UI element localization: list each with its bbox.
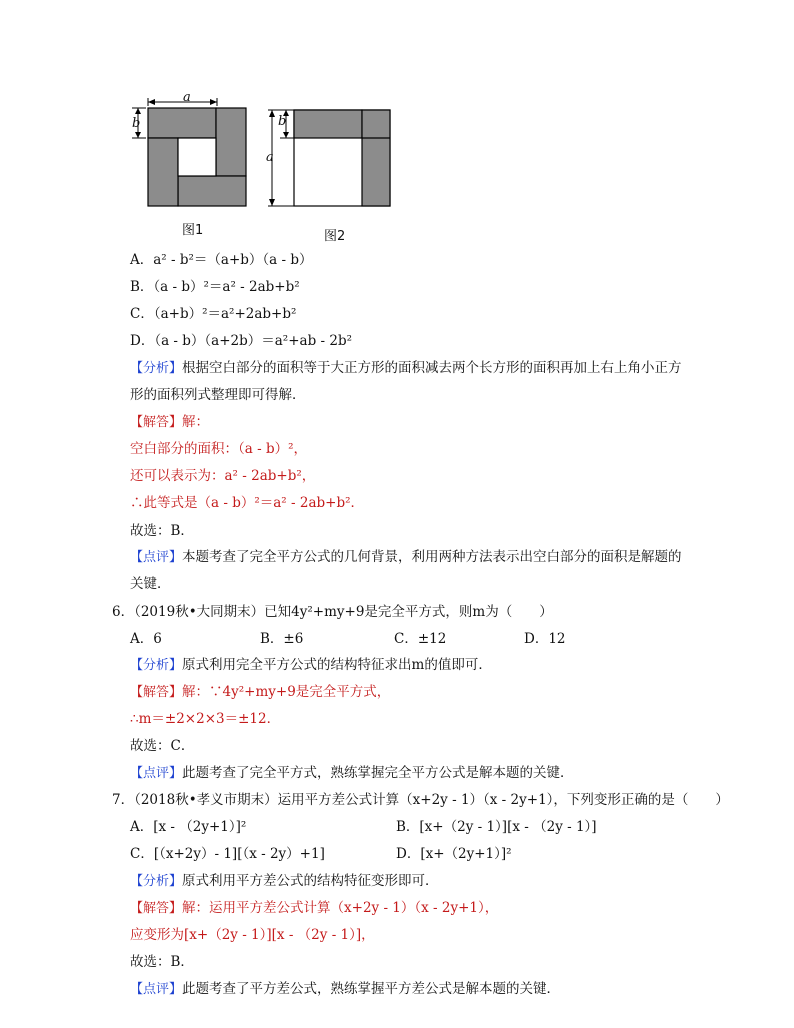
q7-option-d: D．[x+（2y+1）]² xyxy=(396,846,512,862)
figure-1-label-a: a xyxy=(183,90,191,105)
q5-choice: 故选：B． xyxy=(130,523,194,539)
q6-choice: 故选：C． xyxy=(130,738,195,754)
q5-option-d: D．（a - b）（a+2b）＝a²+ab - 2b² xyxy=(130,333,353,349)
q5-answer-line-1: 空白部分的面积：（a - b）²， xyxy=(130,441,307,457)
q5-answer-head: 【解答】解： xyxy=(130,414,210,430)
q7-option-a: A．[x - （2y+1）]² xyxy=(130,819,247,835)
q7-analysis: 【分析】原式利用平方差公式的结构特征变形即可． xyxy=(130,873,439,889)
q7-stem: 7．（2018秋•孝义市期末）运用平方差公式计算（x+2y - 1）（x - 2y+1），下列变形正确的是（ ） xyxy=(112,792,729,808)
q7-answer-head: 【解答】解：运用平方差公式计算（x+2y - 1）（x - 2y+1）， xyxy=(130,900,499,916)
comment-tag: 【点评】 xyxy=(130,766,183,781)
q6-answer-head: 【解答】解：∵4y²+my+9是完全平方式， xyxy=(130,684,391,700)
q5-answer-line-3: ∴此等式是（a - b）²＝a² - 2ab+b²． xyxy=(130,495,364,511)
figures xyxy=(120,92,480,250)
q7-choice: 故选：B． xyxy=(130,954,194,970)
q6-comment: 【点评】此题考查了完全平方式，熟练掌握完全平方公式是解本题的关键． xyxy=(130,765,574,781)
q5-answer-line-2: 还可以表示为：a² - 2ab+b²， xyxy=(130,468,316,484)
analysis-tag: 【分析】 xyxy=(130,658,183,673)
q6-analysis: 【分析】原式利用完全平方公式的结构特征求出m的值即可． xyxy=(130,657,492,673)
q6-option-a: A．6 xyxy=(130,631,162,647)
figure-2 xyxy=(260,92,400,222)
q5-comment: 【点评】本题考查了完全平方公式的几何背景，利用两种方法表示出空白部分的面积是解题的关键． xyxy=(130,549,682,592)
q6-stem: 6．（2019秋•大同期末）已知4y²+my+9是完全平方式，则m为（ ） xyxy=(112,604,553,620)
figure-1-caption: 图1 xyxy=(182,223,204,238)
q5-option-c: C．（a+b）²＝a²+2ab+b² xyxy=(130,306,297,322)
answer-tag: 【解答】 xyxy=(130,415,183,430)
analysis-tag: 【分析】 xyxy=(130,361,183,376)
figure-1 xyxy=(120,92,270,222)
q7-comment: 【点评】此题考查了平方差公式，熟练掌握平方差公式是解本题的关键． xyxy=(130,981,561,997)
q6-option-c: C．±12 xyxy=(394,631,447,647)
figure-2-label-a: a xyxy=(266,150,274,165)
q6-option-b: B．±6 xyxy=(260,631,304,647)
comment-tag: 【点评】 xyxy=(130,982,183,997)
q7-answer-line-2: 应变形为[x+（2y - 1）][x - （2y - 1）]， xyxy=(130,927,375,943)
q5-option-a: A．a² - b²＝（a+b）（a - b） xyxy=(130,252,313,268)
q6-option-d: D．12 xyxy=(524,631,566,647)
answer-tag: 【解答】 xyxy=(130,685,183,700)
q7-option-b: B．[x+（2y - 1）][x - （2y - 1）] xyxy=(396,819,597,835)
q6-answer-line-2: ∴m＝±2×2×3＝±12． xyxy=(130,711,281,727)
figure-2-label-b: b xyxy=(278,114,287,129)
answer-tag: 【解答】 xyxy=(130,901,183,916)
analysis-tag: 【分析】 xyxy=(130,874,183,889)
q5-analysis: 【分析】根据空白部分的面积等于大正方形的面积减去两个长方形的面积再加上右上角小正方形的面积列式整理即可得解． xyxy=(130,360,682,403)
figure-2-caption: 图2 xyxy=(324,229,346,244)
q5-option-b: B．（a - b）²＝a² - 2ab+b² xyxy=(130,279,300,295)
comment-tag: 【点评】 xyxy=(130,550,183,565)
q7-option-c: C．[（x+2y）- 1][（x - 2y）+1] xyxy=(130,846,325,862)
figure-1-label-b: b xyxy=(132,116,141,131)
